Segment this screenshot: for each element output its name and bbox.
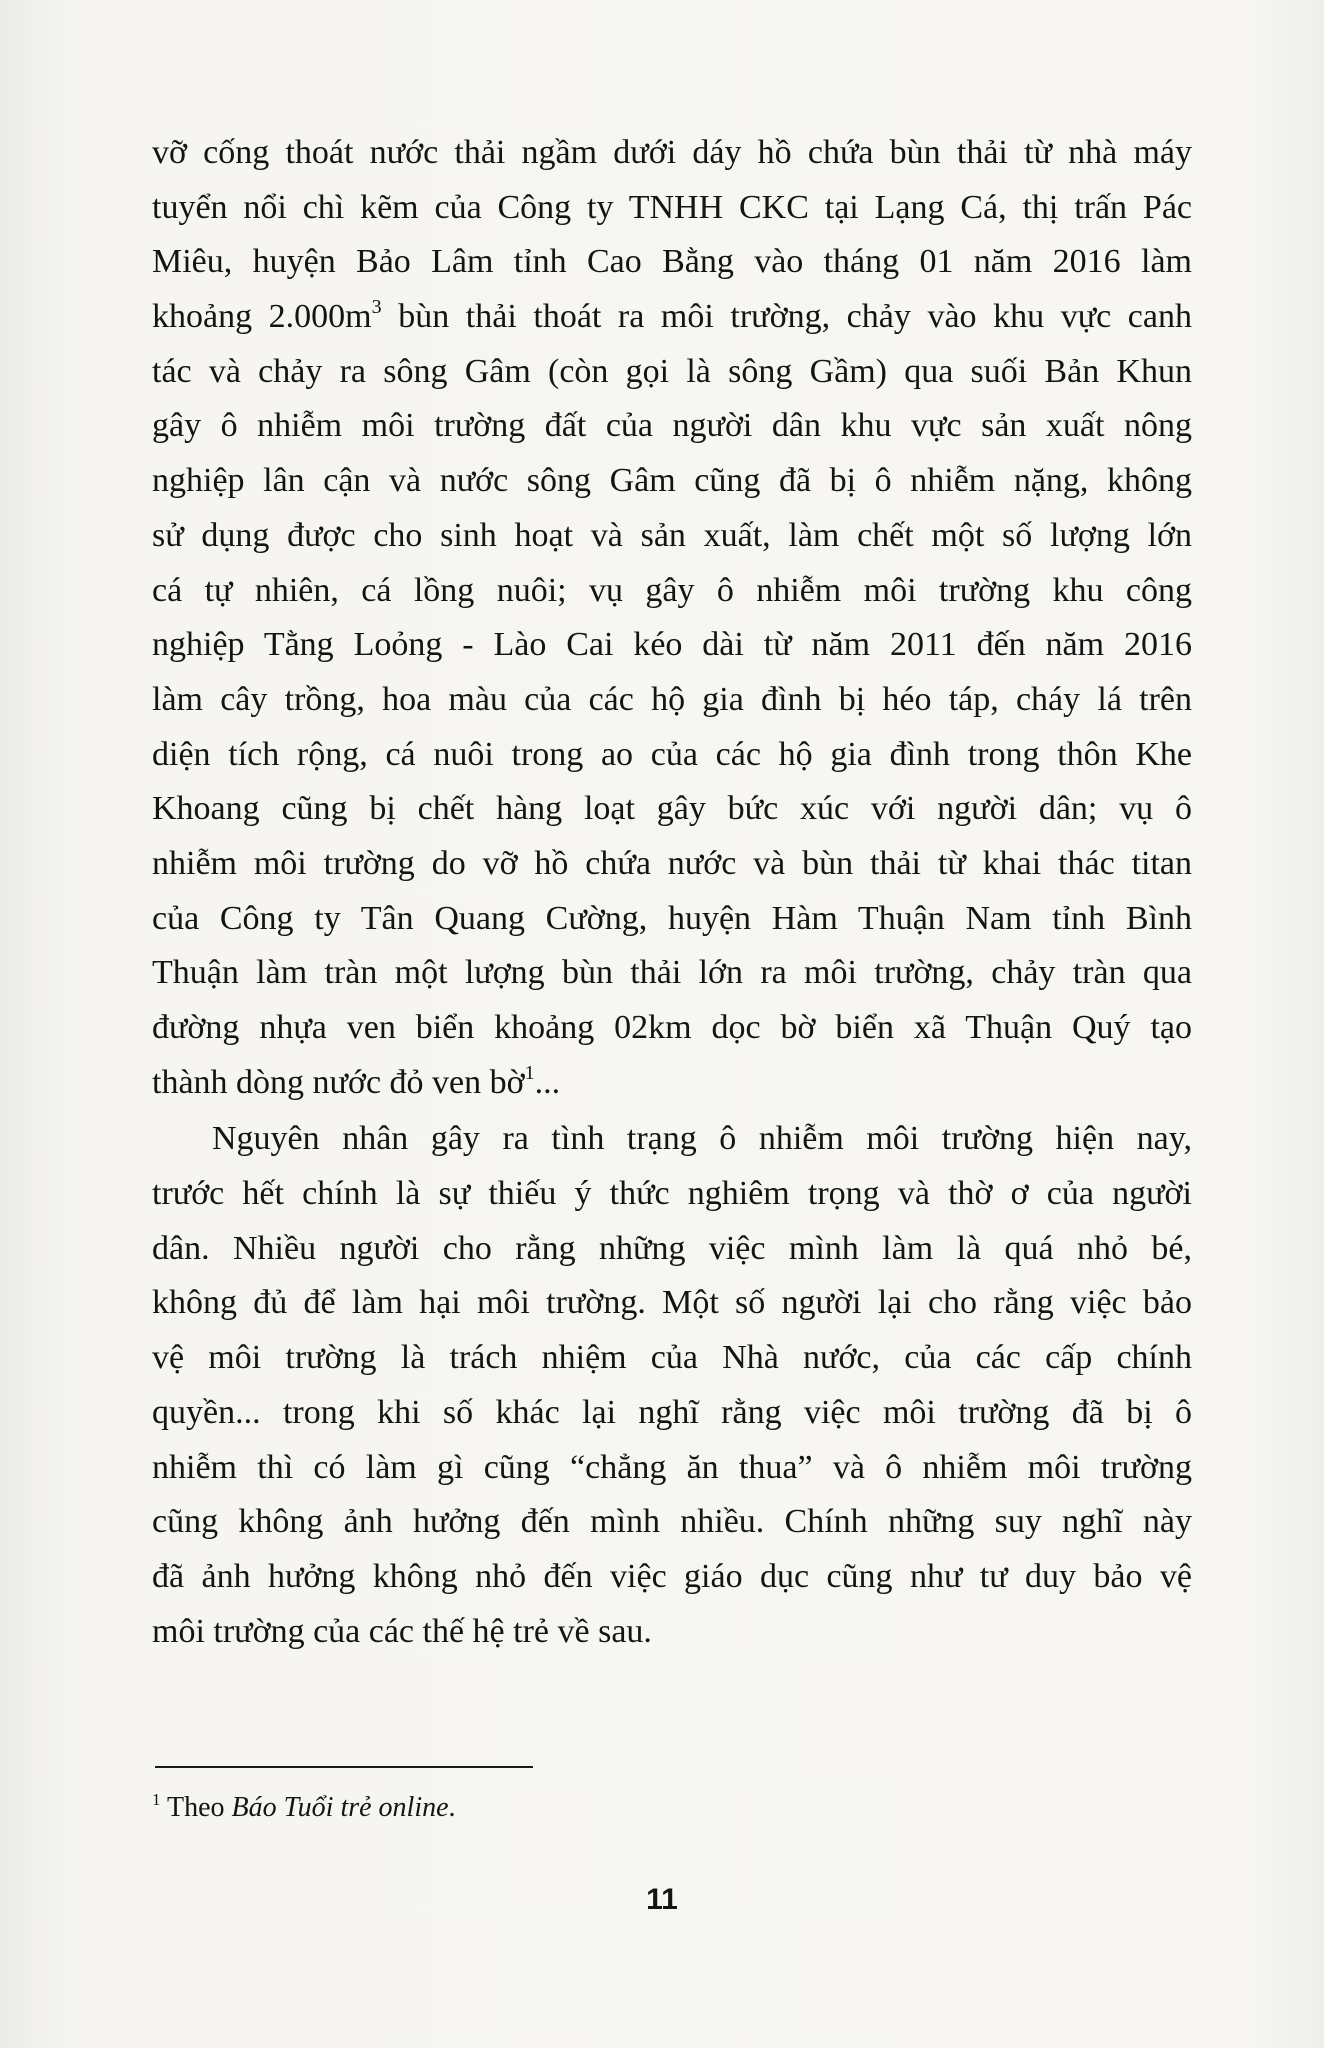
paragraph-2 xyxy=(152,1112,1192,1659)
footnote-prefix: Theo xyxy=(160,1792,232,1823)
text-line: nghiệp lân cận và nước sông Gâm cũng đã bị ô nhiễm nặng, không xyxy=(152,462,1192,500)
text-line: của Công ty Tân Quang Cường, huyện Hàm Thuận Nam tỉnh Bình xyxy=(152,899,1192,937)
footnote-marker: 1 xyxy=(152,1790,161,1809)
superscript-cubic: 3 xyxy=(371,296,382,319)
text-line: vỡ cống thoát nước thải ngầm dưới dáy hồ chứa bùn thải từ nhà máy xyxy=(152,134,1192,171)
text-line: tuyển nổi chì kẽm của Công ty TNHH CKC tại Lạng Cá, thị trấn Pác xyxy=(152,188,1192,226)
text-line: làm cây trồng, hoa màu của các hộ gia đình bị héo táp, cháy lá trên xyxy=(152,680,1192,718)
text-line: Khoang cũng bị chết hàng loạt gây bức xúc với người dân; vụ ô xyxy=(152,790,1192,828)
text-line: tác và chảy ra sông Gâm (còn gọi là sông Gầm) qua suối Bản Khun xyxy=(152,352,1192,390)
footnote-reference[interactable]: 1 xyxy=(524,1061,535,1084)
text-line: cũng không ảnh hưởng đến mình nhiều. Chính những suy nghĩ này xyxy=(152,1503,1192,1541)
text-fragment: thành dòng nước đỏ ven bờ xyxy=(152,1063,525,1101)
ellipsis: ... xyxy=(534,1063,561,1101)
text-fragment: khoảng 2.000m xyxy=(152,298,372,336)
text-line: gây ô nhiễm môi trường đất của người dân khu vực sản xuất nông xyxy=(152,407,1192,445)
text-line-with-footnote-ref xyxy=(152,1056,1192,1111)
text-line: diện tích rộng, cá nuôi trong ao của các hộ gia đình trong thôn Khe xyxy=(152,735,1192,773)
text-line: Thuận làm tràn một lượng bùn thải lớn ra môi trường, chảy tràn qua xyxy=(152,954,1192,992)
text-line: môi trường của các thế hệ trẻ về sau. xyxy=(152,1612,652,1650)
text-line: nhiễm thì có làm gì cũng “chẳng ăn thua” và ô nhiễm môi trường xyxy=(152,1448,1192,1486)
text-line: nghiệp Tằng Loỏng - Lào Cai kéo dài từ năm 2011 đến năm 2016 xyxy=(152,626,1192,664)
text-line: sử dụng được cho sinh hoạt và sản xuất, làm chết một số lượng lớn xyxy=(152,516,1192,554)
text-line: dân. Nhiều người cho rằng những việc mình làm là quá nhỏ bé, xyxy=(152,1229,1192,1267)
text-line: quyền... trong khi số khác lại nghĩ rằng việc môi trường đã bị ô xyxy=(152,1393,1192,1431)
text-line: trước hết chính là sự thiếu ý thức nghiêm trọng và thờ ơ của người xyxy=(152,1175,1192,1213)
paragraph-1 xyxy=(152,126,1192,1110)
text-line: Miêu, huyện Bảo Lâm tỉnh Cao Bằng vào tháng 01 năm 2016 làm xyxy=(152,243,1192,281)
text-line-indented: Nguyên nhân gây ra tình trạng ô nhiễm môi trường hiện nay, xyxy=(212,1120,1192,1158)
footnote-separator xyxy=(155,1766,533,1768)
text-line: cá tự nhiên, cá lồng nuôi; vụ gây ô nhiễm môi trường khu công xyxy=(152,571,1192,609)
text-line: nhiễm môi trường do vỡ hồ chứa nước và bùn thải từ khai thác titan xyxy=(152,844,1192,882)
page-number: 11 xyxy=(646,1883,678,1916)
text-line-with-superscript xyxy=(152,290,1192,345)
footnote-source: Báo Tuổi trẻ online xyxy=(231,1792,449,1823)
body-text xyxy=(152,126,1192,1659)
footnote-suffix: . xyxy=(448,1792,456,1823)
text-fragment: bùn thải thoát ra môi trường, chảy vào khu vực canh xyxy=(381,298,1192,336)
text-line: đã ảnh hưởng không nhỏ đến việc giáo dục cũng như tư duy bảo vệ xyxy=(152,1557,1192,1595)
footnote xyxy=(152,1790,456,1826)
text-line: vệ môi trường là trách nhiệm của Nhà nước, của các cấp chính xyxy=(152,1339,1192,1377)
text-line: không đủ để làm hại môi trường. Một số người lại cho rằng việc bảo xyxy=(152,1284,1192,1322)
text-line: đường nhựa ven biển khoảng 02km dọc bờ biển xã Thuận Quý tạo xyxy=(152,1009,1192,1046)
